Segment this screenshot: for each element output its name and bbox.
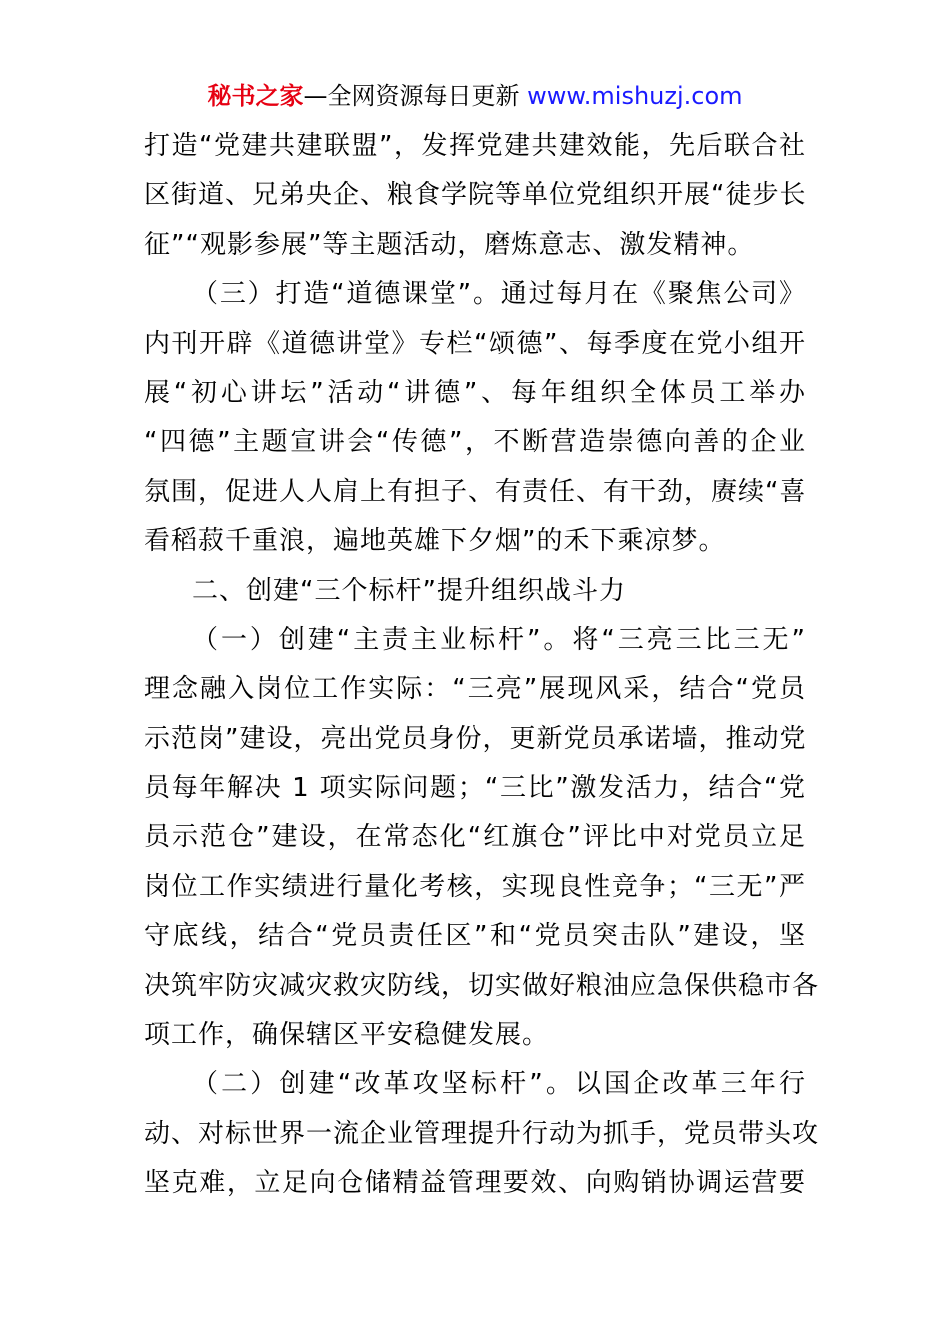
text-line: 守底线，结合“党员责任区”和“党员突击队”建设，坚: [144, 921, 806, 952]
text-line: 员每年解决 1 项实际问题；“三比”激发活力，结合“党: [144, 773, 806, 804]
text-line: 员示范仓”建设，在常态化“红旗仓”评比中对党员立足: [144, 822, 806, 853]
text-line: 看稻菽千重浪，遍地英雄下夕烟”的禾下乘凉梦。: [144, 526, 726, 557]
site-url[interactable]: www.mishuzj.com: [527, 82, 743, 110]
section-heading-3: （三）打造“道德课堂”。通过每月在《聚焦公司》: [192, 279, 806, 310]
text-line: 征”“观影参展”等主题活动，磨炼意志、激发精神。: [144, 229, 755, 260]
document-body: [144, 122, 820, 1209]
text-line: 动、对标世界一流企业管理提升行动为抓手，党员带头攻: [144, 1118, 820, 1149]
text-line: 打造“党建共建联盟”，发挥党建共建效能，先后联合社: [144, 131, 806, 161]
text-line: “四德”主题宣讲会“传德”，不断营造崇德向善的企业: [144, 427, 806, 458]
text-line: 决筑牢防灾减灾救灾防线，切实做好粮油应急保供稳市各: [144, 970, 820, 1001]
text-line: 示范岗”建设，亮出党员身份，更新党员承诺墙，推动党: [144, 723, 807, 754]
section-heading-1: （一）创建“主责主业标杆”。将“三亮三比三无”: [192, 624, 806, 655]
site-header: [0, 80, 950, 112]
site-brand: 秘书之家: [207, 82, 304, 110]
text-line: 区街道、兄弟央企、粮食学院等单位党组织开展“徒步长: [144, 180, 807, 211]
chapter-heading-2: 二、创建“三个标杆”提升组织战斗力: [192, 575, 626, 606]
site-tagline: —全网资源每日更新: [303, 82, 528, 110]
text-line: 氛围，促进人人肩上有担子、有责任、有干劲，赓续“喜: [144, 476, 807, 507]
text-line: 岗位工作实绩进行量化考核，实现良性竞争；“三无”严: [144, 871, 806, 902]
section-heading-2: （二）创建“改革攻坚标杆”。以国企改革三年行: [192, 1069, 806, 1100]
text-line: 内刊开辟《道德讲堂》专栏“颂德”、每季度在党小组开: [144, 328, 806, 359]
text-line: 理念融入岗位工作实际：“三亮”展现风采，结合“党员: [144, 674, 806, 705]
text-line: 坚克难，立足向仓储精益管理要效、向购销协调运营要: [144, 1168, 806, 1199]
text-line: 项工作，确保辖区平安稳健发展。: [144, 1020, 550, 1051]
text-line: 展“初心讲坛”活动“讲德”、每年组织全体员工举办: [144, 377, 806, 408]
